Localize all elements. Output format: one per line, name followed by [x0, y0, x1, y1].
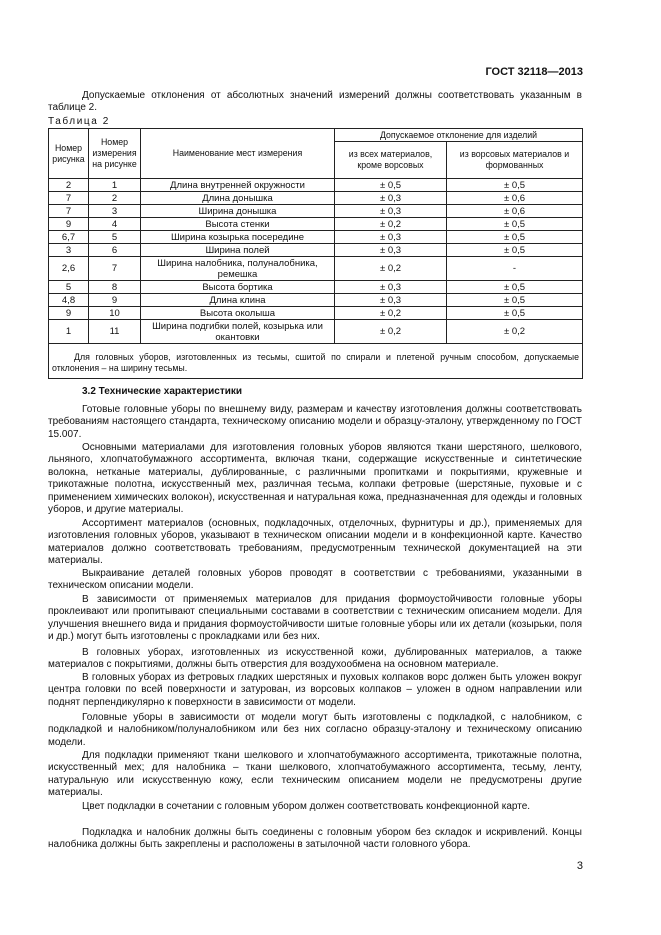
paragraph: В зависимости от применяемых материалов для придания формоустойчивости головные уборы проклеивают или пропитывают специальными составами в соответствии с техническим описанием модели. Для улучшения внешнего вида и придания формоустойчивости шитые головные уборы или их детали (козырьки, поля и др.) могут быть изготовлены с прокладками или без них.	[48, 594, 582, 643]
paragraph: Выкраивание деталей головных уборов проводят в соответствии с требованиями, указанными в техническом описании модели.	[48, 568, 582, 592]
table-row: 7 3 Ширина донышка ± 0,3 ± 0,6	[49, 205, 583, 218]
paragraph: Для подкладки применяют ткани шелкового и хлопчатобумажного ассортимента, трикотажные полотна, искусственный мех; для налобника – ткани шелкового, хлопчатобумажного ассортимента, тесьму, ленту, натуральную или искусственную кожу, если техническим описанием модели не предусмотрены другие материалы.	[48, 750, 582, 799]
table-caption: Таблица 2	[48, 116, 110, 127]
document-code: ГОСТ 32118—2013	[485, 66, 583, 78]
header-tolerance: Допускаемое отклонение для изделий	[335, 129, 583, 142]
section-title: 3.2 Технические характеристики	[82, 386, 243, 397]
intro-paragraph: Допускаемые отклонения от абсолютных значений измерений должны соответствовать указанным в таблице 2.	[48, 90, 582, 114]
table-row: 9 4 Высота стенки ± 0,2 ± 0,5	[49, 218, 583, 231]
header-place: Наименование мест измерения	[141, 129, 335, 179]
table-row: 2 1 Длина внутренней окружности ± 0,5 ± 0,5	[49, 179, 583, 192]
paragraph: Цвет подкладки в сочетании с головным убором должен соответствовать конфекционной карте.	[82, 801, 531, 812]
header-pile-materials: из ворсовых материалов и формованных	[447, 142, 583, 179]
paragraph: Ассортимент материалов (основных, подкладочных, отделочных, фурнитуры и др.), применяемых для изготовления головных уборов, указывают в техническом описании модели и в конфекционной карте. Качество материалов должно соответствовать требованиям, предусмотренным технической документацией на эти материалы.	[48, 518, 582, 567]
paragraph: Готовые головные уборы по внешнему виду, размерам и качеству изготовления должны соответствовать требованиям настоящего стандарта, техническому описанию модели и образцу-эталону, утвержденному по ГОСТ 15.007.	[48, 404, 582, 440]
table-row: 9 10 Высота околыша ± 0,2 ± 0,5	[49, 307, 583, 320]
table-row: 6,7 5 Ширина козырька посередине ± 0,3 ± 0,5	[49, 231, 583, 244]
header-measure-no: Номер измерения на рисунке	[89, 129, 141, 179]
table-row: 1 11 Ширина подгибки полей, козырька или окантовки ± 0,2 ± 0,2	[49, 320, 583, 344]
paragraph: Головные уборы в зависимости от модели могут быть изготовлены с подкладкой, с налобником, с подкладкой и налобником/полуналобником или без них согласно образцу-эталону и техническому описанию модели.	[48, 712, 582, 748]
header-all-materials: из всех материалов, кроме ворсовых	[335, 142, 447, 179]
table-row: 7 2 Длина донышка ± 0,3 ± 0,6	[49, 192, 583, 205]
table-note: Для головных уборов, изготовленных из тесьмы, сшитой по спирали и плетеной ручным способом, допускаемые отклонения – на ширину тесьмы.	[52, 352, 580, 373]
tolerance-table	[48, 128, 583, 379]
table-row: 3 6 Ширина полей ± 0,3 ± 0,5	[49, 244, 583, 257]
paragraph: Подкладка и налобник должны быть соединены с головным убором без складок и искривлений. Концы налобника должны быть закреплены и расположены в затылочной части головного убора.	[48, 827, 582, 851]
paragraph: Основными материалами для изготовления головных уборов являются ткани шерстяного, шелкового, льняного, хлопчатобумажного ассортимента, включая ткани, содержащие искусственные и синтетические волокна, нетканые материалы, дублированные, с различными пропитками и покрытиями, кружевные и трикотажные полотна, искусственный мех, различная тесьма, колпаки фетровые (шерстяные, пуховые и с применением химических волокон), искусственная и натуральная кожа, предназначенная для одежды и головных уборов, и другие материалы.	[48, 442, 582, 516]
table-note-row	[49, 344, 583, 379]
table-row: 5 8 Высота бортика ± 0,3 ± 0,5	[49, 281, 583, 294]
table-row: 2,6 7 Ширина налобника, полуналобника, ремешка ± 0,2 -	[49, 257, 583, 281]
table-row: 4,8 9 Длина клина ± 0,3 ± 0,5	[49, 294, 583, 307]
paragraph: В головных уборах, изготовленных из искусственной кожи, дублированных материалов, а также материалов с покрытиями, должны быть отверстия для воздухообмена на основном материале.	[48, 647, 582, 671]
paragraph: В головных уборах из фетровых гладких шерстяных и пуховых колпаков ворс должен быть уложен вокруг центра головки по всей поверхности и затурован, из ворсовых колпаков – уложен в одном направлении или поднят перпендикулярно к поверхности в зависимости от модели.	[48, 672, 582, 708]
page-number: 3	[576, 860, 583, 872]
header-figure-no: Номер рисунка	[49, 129, 89, 179]
